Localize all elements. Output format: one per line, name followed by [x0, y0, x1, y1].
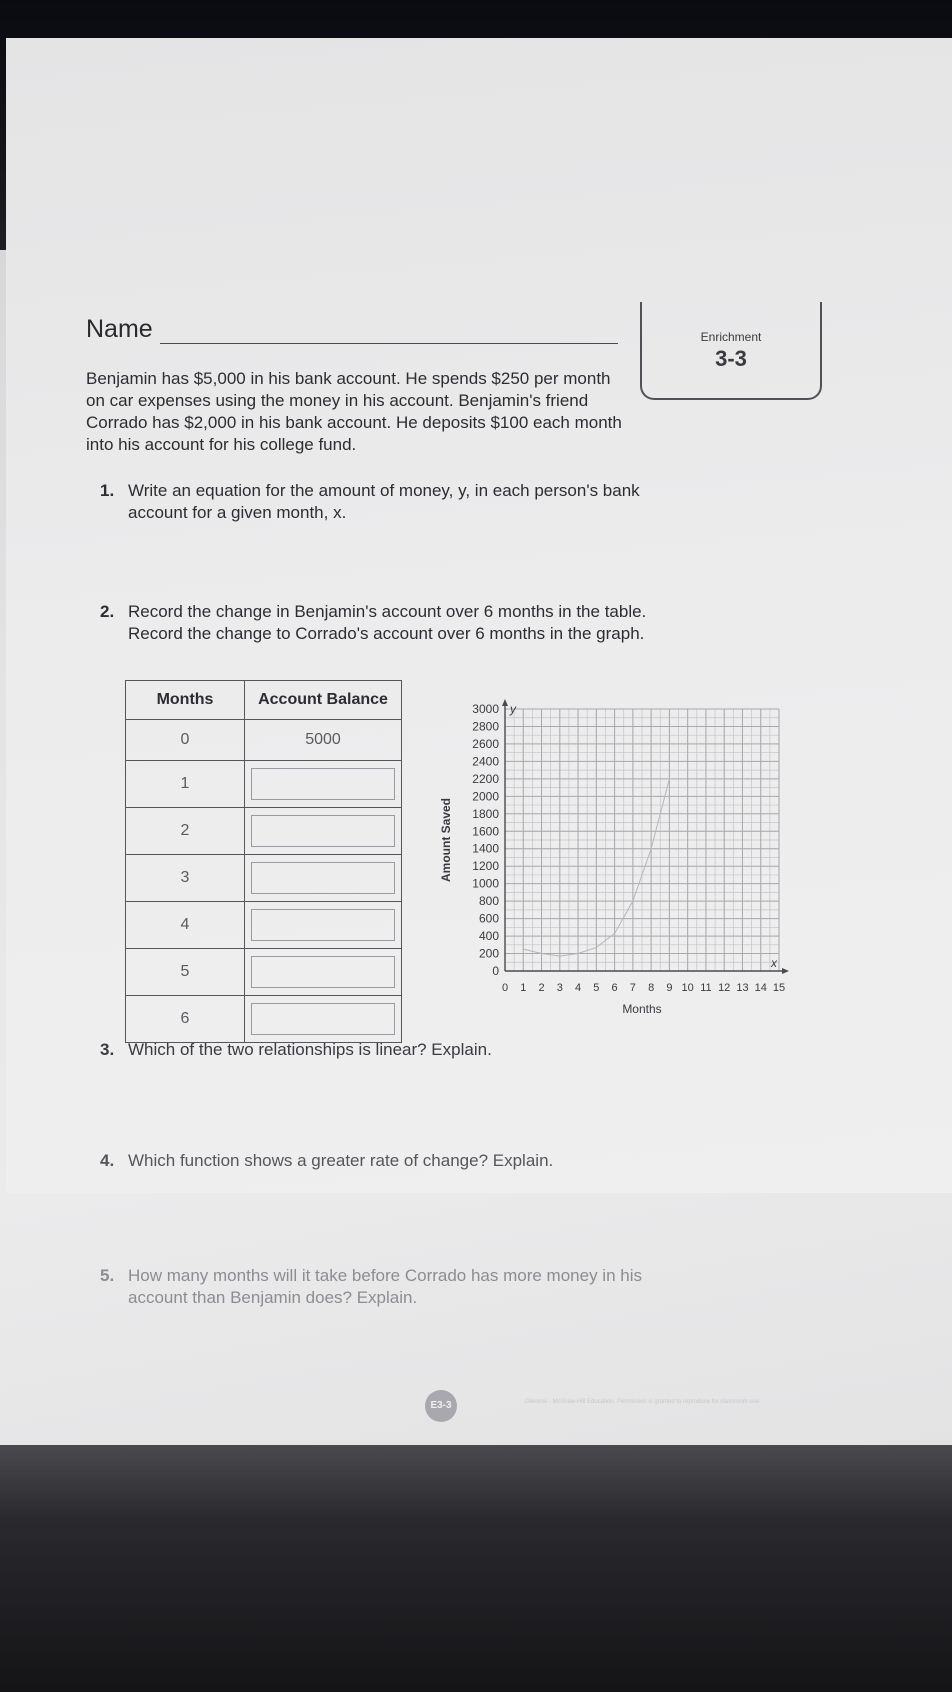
month-cell: 6 [126, 996, 245, 1043]
y-tick-label: 1600 [472, 824, 499, 839]
balance-cell: 5000 [245, 720, 402, 761]
month-cell: 0 [126, 720, 245, 761]
x-axis-title: Months [622, 1002, 662, 1016]
intro-paragraph: Benjamin has $5,000 in his bank account. He spends $250 per month on car expenses using the money in his account. Benjamin's friend Corrado has $2,000 in his bank account. He deposits $100 each month into his account for his college fund. [86, 369, 622, 454]
enrichment-label: Enrichment [700, 330, 762, 344]
question-number: 1. [100, 481, 115, 500]
graph-svg [440, 690, 800, 1030]
column-header-months: Months [126, 681, 245, 720]
table-header-row [126, 681, 402, 720]
question-text: Which function shows a greater rate of change? Explain. [128, 1151, 554, 1170]
x-tick-label: 10 [681, 982, 694, 994]
table-row [126, 902, 402, 949]
pencil-curve-point [650, 848, 652, 850]
question-4 [100, 1150, 688, 1172]
x-tick-label: 15 [772, 982, 786, 994]
savings-graph [440, 690, 800, 1035]
table-row [126, 720, 402, 761]
x-tick-label: 3 [556, 982, 563, 994]
pencil-curve-point [541, 953, 543, 955]
enrichment-number: 3-3 [715, 346, 747, 371]
copyright-line: Glencoe · McGraw-Hill Education. Permission is granted to reproduce for classroom use. [525, 1399, 761, 1405]
desk-surface [0, 1445, 952, 1692]
page-number-badge: E3-3 [425, 1390, 457, 1422]
x-tick-label: 14 [754, 982, 767, 994]
y-tick-label: 1800 [472, 806, 499, 821]
month-cell: 5 [126, 949, 245, 996]
x-tick-label: 0 [501, 982, 509, 994]
x-tick-label: 13 [736, 982, 749, 994]
y-tick-label: 200 [478, 946, 499, 961]
x-tick-label: 12 [718, 982, 731, 994]
x-tick-label: 9 [666, 982, 673, 994]
y-tick-label: 800 [478, 894, 499, 909]
x-tick-label: 6 [611, 982, 618, 994]
y-tick-label: 1000 [472, 876, 499, 891]
y-tick-label: 1400 [472, 841, 499, 856]
pencil-curve-point [522, 948, 524, 950]
x-axis-letter: x [771, 956, 777, 970]
table-row [126, 808, 402, 855]
y-tick-label: 2200 [472, 771, 499, 786]
question-text: Record the change in Benjamin's account over 6 months in the table. Record the change to Corrado's account over 6 months in the graph. [128, 602, 647, 643]
column-header-balance: Account Balance [245, 681, 402, 720]
y-tick-label: 600 [478, 911, 499, 926]
x-tick-label: 4 [575, 982, 582, 994]
y-tick-label: 2800 [472, 719, 499, 734]
name-label: Name [86, 315, 153, 343]
balance-answer-box[interactable] [251, 909, 395, 941]
pencil-curve-point [632, 900, 634, 902]
question-number: 4. [100, 1151, 115, 1170]
question-number: 3. [100, 1040, 115, 1059]
month-cell: 1 [126, 761, 245, 808]
balance-answer-box[interactable] [251, 956, 395, 988]
y-tick-label: 2600 [472, 736, 499, 751]
month-cell: 4 [126, 902, 245, 949]
question-text: Write an equation for the amount of money, y, in each person's bank account for a given month, x. [128, 481, 640, 522]
question-3 [100, 1039, 688, 1061]
x-tick-label: 2 [538, 982, 545, 994]
x-tick-label: 8 [648, 982, 655, 994]
y-axis-letter: y [510, 702, 516, 716]
y-tick-label: 2000 [472, 789, 499, 804]
x-tick-label: 11 [700, 982, 712, 994]
question-text: How many months will it take before Corrado has more money in his account than Benjamin does? Explain. [128, 1266, 642, 1307]
x-axis-arrow [782, 968, 789, 974]
question-number: 2. [100, 602, 115, 621]
balance-answer-box[interactable] [251, 862, 395, 894]
question-1 [100, 480, 658, 524]
y-tick-label: 0 [492, 964, 499, 978]
balance-table [125, 680, 402, 1043]
pencil-curve-point [614, 933, 616, 935]
question-text: Which of the two relationships is linear? Explain. [128, 1040, 492, 1059]
y-axis-title: Amount Saved [440, 797, 453, 883]
month-cell: 2 [126, 808, 245, 855]
x-tick-label: 7 [629, 982, 636, 994]
name-line [160, 343, 618, 344]
question-number: 5. [100, 1266, 115, 1285]
x-tick-label: 5 [593, 982, 600, 994]
question-2 [100, 601, 658, 645]
pencil-curve-point [577, 953, 579, 955]
y-tick-label: 400 [478, 929, 499, 944]
balance-answer-box[interactable] [251, 768, 395, 800]
enrichment-badge [640, 302, 822, 400]
table-row [126, 996, 402, 1043]
x-tick-label: 1 [520, 982, 527, 994]
question-5 [100, 1265, 668, 1309]
y-tick-label: 1200 [472, 859, 499, 874]
table-row [126, 855, 402, 902]
y-axis-arrow [502, 699, 508, 706]
pencil-curve-point [559, 955, 561, 957]
pencil-curve-point [596, 947, 598, 949]
month-cell: 3 [126, 855, 245, 902]
table-row [126, 949, 402, 996]
balance-answer-box[interactable] [251, 815, 395, 847]
pencil-curve-point [669, 778, 671, 780]
y-tick-label: 3000 [472, 702, 499, 716]
balance-answer-box[interactable] [251, 1003, 395, 1035]
y-tick-label: 2400 [472, 754, 499, 769]
table-row [126, 761, 402, 808]
